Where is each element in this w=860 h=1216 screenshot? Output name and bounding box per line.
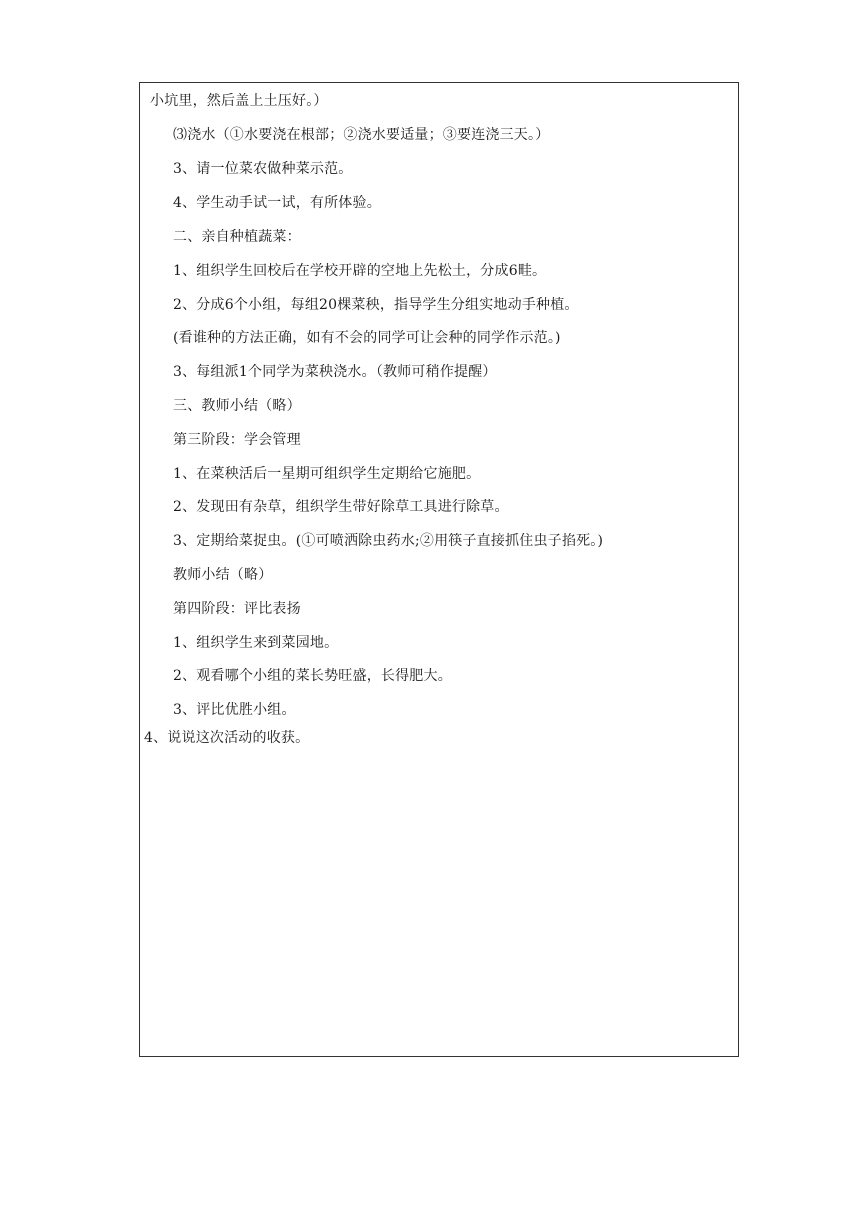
section-heading: 三、教师小结（略） <box>173 398 301 414</box>
stage-heading: 第三阶段：学会管理 <box>173 432 301 448</box>
text-line: 小坑里，然后盖上土压好。） <box>150 93 328 109</box>
text-line: 1、组织学生回校后在学校开辟的空地上先松土，分成6畦。 <box>173 263 547 279</box>
text-line: 1、组织学生来到菜园地。 <box>173 635 339 651</box>
stage-heading: 第四阶段：评比表扬 <box>173 601 301 617</box>
text-line: ⑶浇水（①水要浇在根部；②浇水要适量；③要连浇三天。） <box>173 127 550 143</box>
text-line: 4、说说这次活动的收获。 <box>144 730 310 746</box>
text-line: 2、观看哪个小组的菜长势旺盛，长得肥大。 <box>173 668 452 684</box>
text-line: (看谁种的方法正确，如有不会的同学可让会种的同学作示范。) <box>173 330 561 346</box>
text-line: 2、分成6个小组，每组20棵菜秧，指导学生分组实地动手种植。 <box>173 297 579 313</box>
text-line: 2、发现田有杂草，组织学生带好除草工具进行除草。 <box>173 499 509 515</box>
text-line: 3、每组派1个同学为菜秧浇水。（教师可稍作提醒） <box>173 364 497 380</box>
text-line: 4、学生动手试一试，有所体验。 <box>173 195 381 211</box>
text-line: 3、请一位菜农做种菜示范。 <box>173 161 353 177</box>
text-line: 1、在菜秧活后一星期可组织学生定期给它施肥。 <box>173 466 481 482</box>
section-heading: 二、亲自种植蔬菜： <box>173 229 301 245</box>
text-line: 3、定期给菜捉虫。(①可喷洒除虫药水;②用筷子直接抓住虫子掐死。) <box>173 533 604 549</box>
text-line: 教师小结（略） <box>173 567 273 583</box>
text-line: 3、评比优胜小组。 <box>173 702 296 718</box>
document-table-cell <box>139 82 739 1057</box>
